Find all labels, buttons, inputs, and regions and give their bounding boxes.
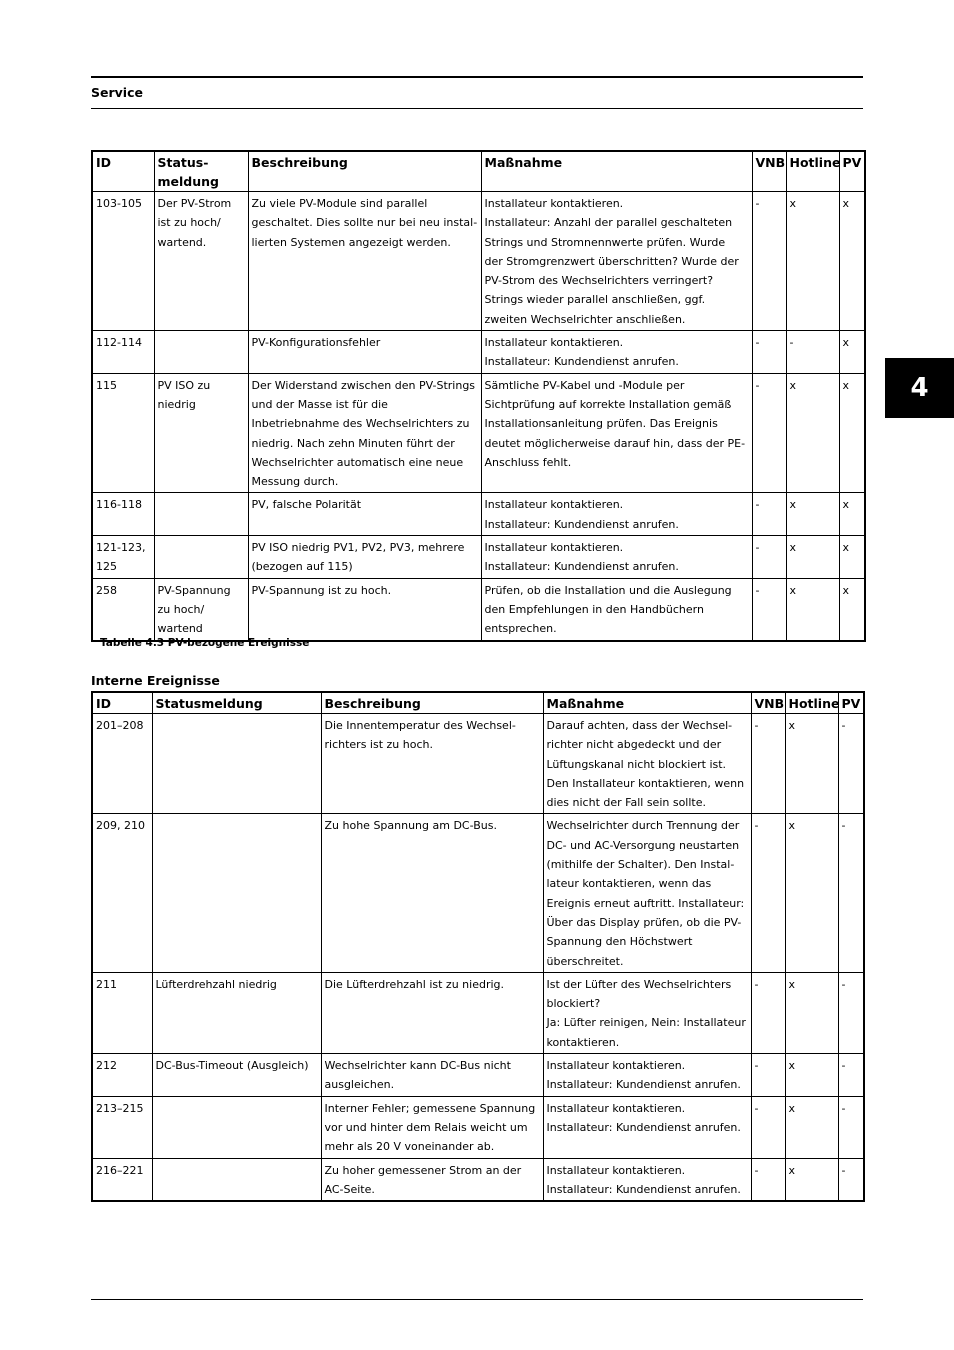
internal-events-table	[91, 691, 865, 1202]
cell-massnahme	[481, 373, 752, 493]
cell-status-line: wartend.	[157, 235, 207, 249]
cell-massnahme	[481, 192, 752, 331]
table-row	[92, 578, 865, 640]
cell-pv: x	[839, 192, 865, 331]
column-header-massnahme: Maßnahme	[481, 151, 752, 192]
cell-massnahme-line: der Stromgrenzwert überschritten? Wurde der	[484, 254, 739, 268]
table-row	[92, 1054, 864, 1097]
cell-massnahme-line: Über das Display prüfen, ob die PV-	[546, 915, 742, 929]
cell-massnahme-line: Installateur kontaktieren.	[546, 1163, 686, 1177]
cell-massnahme	[543, 1158, 751, 1201]
cell-id-text: 103-105	[96, 197, 142, 210]
cell-vnb: -	[751, 972, 785, 1053]
cell-status	[154, 331, 248, 374]
cell-beschreibung-line: Wechselrichter automatisch eine neue	[251, 455, 464, 469]
pv-events-table-body	[92, 192, 865, 641]
cell-beschreibung-line: Der Widerstand zwischen den PV-Strings	[251, 378, 476, 392]
cell-hotline: x	[785, 1096, 838, 1158]
cell-massnahme-line: Sichtprüfung auf korrekte Installation gemäß	[484, 397, 732, 411]
table-caption: Tabelle 4.3 PV-bezogene Ereignisse	[100, 637, 310, 649]
cell-beschreibung-line: ausgleichen.	[324, 1078, 395, 1092]
cell-beschreibung-line: und der Masse ist für die	[251, 397, 388, 411]
cell-vnb: -	[751, 714, 785, 814]
cell-beschreibung-line: Interner Fehler; gemessene Spannung	[324, 1101, 536, 1115]
footer-rule	[91, 1299, 863, 1300]
cell-status-line: ist zu hoch/	[157, 216, 221, 230]
column-header-status-line1: Status-	[157, 155, 209, 170]
cell-beschreibung	[321, 814, 543, 972]
cell-beschreibung-line: Zu hoher gemessener Strom an der	[324, 1163, 522, 1177]
cell-massnahme-line: Installateur: Kundendienst anrufen.	[484, 355, 679, 369]
cell-pv: -	[838, 1054, 864, 1097]
cell-status-line: DC-Bus-Timeout (Ausgleich)	[155, 1059, 309, 1073]
cell-beschreibung-line: (bezogen auf 115)	[251, 560, 353, 574]
cell-beschreibung-line: mehr als 20 V voneinander ab.	[324, 1140, 495, 1154]
cell-id-text: 211	[96, 977, 117, 991]
cell-status-line: Der PV-Strom	[157, 197, 232, 210]
cell-beschreibung	[248, 192, 481, 331]
cell-massnahme-line: richter nicht abgedeckt und der	[546, 738, 722, 752]
cell-status-line: zu hoch/	[157, 602, 205, 616]
cell-beschreibung-line: richters ist zu hoch.	[324, 738, 433, 752]
cell-beschreibung	[321, 1054, 543, 1097]
column-header-status: Statusmeldung	[152, 692, 321, 714]
cell-id-text: 213–215	[96, 1101, 144, 1115]
cell-status	[152, 714, 321, 814]
header-rule-bottom	[91, 108, 863, 109]
cell-hotline: x	[786, 536, 839, 579]
cell-hotline: x	[785, 972, 838, 1053]
cell-massnahme	[481, 536, 752, 579]
cell-id	[92, 814, 152, 972]
cell-pv: -	[838, 1158, 864, 1201]
cell-status-line: Lüfterdrehzahl niedrig	[155, 977, 277, 991]
cell-vnb: -	[751, 1054, 785, 1097]
column-header-vnb: VNB	[752, 151, 786, 192]
cell-vnb: -	[752, 578, 786, 640]
cell-beschreibung-line: PV ISO niedrig PV1, PV2, PV3, mehrere	[251, 541, 465, 555]
cell-beschreibung	[321, 714, 543, 814]
cell-beschreibung	[248, 373, 481, 493]
cell-massnahme-line: Installateur kontaktieren.	[546, 1101, 686, 1115]
cell-massnahme-line: Installateur kontaktieren.	[484, 197, 624, 210]
cell-hotline: x	[785, 714, 838, 814]
cell-hotline: x	[785, 1054, 838, 1097]
cell-massnahme-line: Installateur kontaktieren.	[484, 541, 624, 555]
cell-massnahme-line: dies nicht der Fall sein sollte.	[546, 796, 706, 810]
cell-id-text: 121-123, 125	[96, 541, 146, 574]
table-header-row	[92, 151, 865, 192]
column-header-beschreibung: Beschreibung	[321, 692, 543, 714]
cell-massnahme-line: Installateur kontaktieren.	[484, 336, 624, 350]
cell-massnahme-line: Installateur: Kundendienst anrufen.	[546, 1182, 741, 1196]
cell-massnahme-line: Installateur: Kundendienst anrufen.	[546, 1120, 741, 1134]
cell-massnahme-line: entsprechen.	[484, 622, 557, 636]
cell-status	[154, 373, 248, 493]
cell-pv: -	[838, 972, 864, 1053]
cell-vnb: -	[752, 536, 786, 579]
cell-status	[152, 1158, 321, 1201]
cell-beschreibung-line: vor und hinter dem Relais weicht um	[324, 1120, 528, 1134]
cell-massnahme-line: Ereignis erneut auftritt. Installateur:	[546, 896, 745, 910]
cell-id	[92, 373, 154, 493]
cell-vnb: -	[752, 493, 786, 536]
cell-status	[154, 493, 248, 536]
cell-massnahme-line: Strings und Stromnennwerte prüfen. Wurde	[484, 235, 726, 249]
cell-beschreibung-line: Messung durch.	[251, 475, 339, 489]
cell-beschreibung	[248, 493, 481, 536]
cell-id-text: 201–208	[96, 719, 144, 732]
cell-beschreibung-line: PV-Spannung ist zu hoch.	[251, 583, 392, 597]
cell-status	[154, 192, 248, 331]
column-header-id: ID	[92, 151, 154, 192]
cell-massnahme-line: Sämtliche PV-Kabel und -Module per	[484, 378, 685, 392]
cell-massnahme-line: Installateur kontaktieren.	[484, 498, 624, 512]
cell-id	[92, 714, 152, 814]
cell-id	[92, 192, 154, 331]
cell-pv: -	[838, 1096, 864, 1158]
cell-massnahme-line: überschreitet.	[546, 954, 624, 968]
cell-beschreibung-line: PV, falsche Polarität	[251, 498, 362, 512]
column-header-pv: PV	[839, 151, 865, 192]
cell-massnahme	[543, 814, 751, 972]
cell-massnahme-line: Installateur: Anzahl der parallel geschalteten	[484, 216, 733, 230]
cell-hotline: x	[785, 814, 838, 972]
table-row	[92, 1158, 864, 1201]
cell-massnahme-line: Installateur: Kundendienst anrufen.	[484, 560, 679, 574]
cell-massnahme-line: deutet möglicherweise darauf hin, dass der PE-	[484, 436, 746, 450]
table-header-row	[92, 692, 864, 714]
column-header-status	[154, 151, 248, 192]
cell-id-text: 116-118	[96, 498, 142, 512]
cell-status-line: wartend	[157, 622, 203, 636]
cell-massnahme	[481, 578, 752, 640]
cell-massnahme-line: Ja: Lüfter reinigen, Nein: Installateur	[546, 1016, 746, 1030]
cell-id	[92, 331, 154, 374]
table-row	[92, 814, 864, 972]
cell-id-text: 209, 210	[96, 819, 145, 833]
table-row	[92, 331, 865, 374]
cell-massnahme-line: Installateur: Kundendienst anrufen.	[546, 1078, 741, 1092]
cell-status-line: PV ISO zu	[157, 378, 211, 392]
cell-status	[152, 1096, 321, 1158]
cell-id-text: 258	[96, 583, 117, 597]
cell-beschreibung-line: Wechselrichter kann DC-Bus nicht	[324, 1059, 511, 1073]
cell-hotline: x	[786, 578, 839, 640]
cell-massnahme-line: Installateur kontaktieren.	[546, 1059, 686, 1073]
header-rule-top	[91, 76, 863, 78]
column-header-beschreibung: Beschreibung	[248, 151, 481, 192]
cell-massnahme-line: Anschluss fehlt.	[484, 455, 572, 469]
cell-pv: -	[838, 714, 864, 814]
cell-beschreibung	[321, 972, 543, 1053]
cell-massnahme-line: kontaktieren.	[546, 1035, 620, 1049]
cell-massnahme	[481, 331, 752, 374]
cell-beschreibung	[321, 1096, 543, 1158]
cell-vnb: -	[752, 331, 786, 374]
cell-vnb: -	[752, 373, 786, 493]
table-row	[92, 493, 865, 536]
cell-beschreibung-line: niedrig. Nach zehn Minuten führt der	[251, 436, 455, 450]
cell-status	[154, 578, 248, 640]
cell-beschreibung-line: Zu hohe Spannung am DC-Bus.	[324, 819, 497, 833]
cell-massnahme	[543, 1054, 751, 1097]
cell-massnahme-line: Strings wieder parallel anschließen, ggf.	[484, 293, 706, 307]
column-header-id: ID	[92, 692, 152, 714]
cell-massnahme-line: DC- und AC-Versorgung neustarten	[546, 838, 740, 852]
cell-beschreibung-line: Die Innentemperatur des Wechsel-	[324, 719, 516, 732]
cell-id-text: 112-114	[96, 336, 142, 350]
cell-beschreibung-line: lierten Systemen angezeigt werden.	[251, 235, 451, 249]
chapter-tab: 4	[885, 358, 954, 418]
cell-id	[92, 1054, 152, 1097]
cell-id-text: 212	[96, 1059, 117, 1073]
column-header-hotline: Hotline	[786, 151, 839, 192]
cell-pv: x	[839, 578, 865, 640]
column-header-status-line2: meldung	[157, 174, 219, 189]
cell-beschreibung	[321, 1158, 543, 1201]
cell-massnahme-line: lateur kontaktieren, wenn das	[546, 877, 712, 891]
cell-status-line: PV-Spannung	[157, 583, 231, 597]
column-header-hotline: Hotline	[785, 692, 838, 714]
cell-vnb: -	[751, 1096, 785, 1158]
cell-status	[152, 814, 321, 972]
cell-massnahme-line: PV-Strom des Wechselrichters verringert?	[484, 274, 714, 288]
cell-hotline: x	[785, 1158, 838, 1201]
cell-massnahme	[543, 714, 751, 814]
cell-massnahme-line: Installateur: Kundendienst anrufen.	[484, 517, 679, 531]
cell-beschreibung-line: geschaltet. Dies sollte nur bei neu instal-	[251, 216, 478, 230]
column-header-massnahme: Maßnahme	[543, 692, 751, 714]
cell-id	[92, 1158, 152, 1201]
column-header-vnb: VNB	[751, 692, 785, 714]
cell-pv: x	[839, 331, 865, 374]
cell-massnahme-line: Den Installateur kontaktieren, wenn	[546, 776, 745, 790]
table-row	[92, 1096, 864, 1158]
cell-massnahme-line: (mithilfe der Schalter). Den Instal-	[546, 858, 735, 872]
table-row	[92, 192, 865, 331]
cell-massnahme-line: Installationsanleitung prüfen. Das Ereignis	[484, 417, 718, 431]
cell-pv: -	[838, 814, 864, 972]
internal-events-table-body	[92, 714, 864, 1202]
cell-id	[92, 972, 152, 1053]
cell-beschreibung-line: PV-Konfigurationsfehler	[251, 336, 381, 350]
cell-massnahme-line: Ist der Lüfter des Wechselrichters	[546, 977, 732, 991]
cell-id	[92, 578, 154, 640]
cell-beschreibung-line: Die Lüfterdrehzahl ist zu niedrig.	[324, 977, 505, 991]
cell-massnahme-line: den Empfehlungen in den Handbüchern	[484, 602, 704, 616]
cell-beschreibung	[248, 331, 481, 374]
cell-id	[92, 493, 154, 536]
cell-vnb: -	[751, 1158, 785, 1201]
cell-id	[92, 536, 154, 579]
cell-vnb: -	[752, 192, 786, 331]
cell-massnahme-line: Wechselrichter durch Trennung der	[546, 819, 740, 833]
cell-vnb: -	[751, 814, 785, 972]
cell-massnahme	[543, 1096, 751, 1158]
cell-beschreibung	[248, 536, 481, 579]
cell-id-text: 216–221	[96, 1163, 144, 1177]
table-row	[92, 972, 864, 1053]
cell-massnahme-line: Lüftungskanal nicht blockiert ist.	[546, 757, 727, 771]
column-header-pv: PV	[838, 692, 864, 714]
cell-massnahme	[543, 972, 751, 1053]
cell-pv: x	[839, 536, 865, 579]
cell-status	[154, 536, 248, 579]
cell-pv: x	[839, 373, 865, 493]
cell-beschreibung-line: Zu viele PV-Module sind parallel	[251, 197, 428, 210]
cell-massnahme-line: blockiert?	[546, 997, 601, 1011]
table-row	[92, 714, 864, 814]
cell-status	[152, 972, 321, 1053]
cell-massnahme-line: zweiten Wechselrichter anschließen.	[484, 312, 686, 326]
cell-status-line: niedrig	[157, 397, 196, 411]
page-header-title: Service	[91, 85, 143, 100]
cell-pv: x	[839, 493, 865, 536]
cell-massnahme	[481, 493, 752, 536]
cell-hotline: x	[786, 373, 839, 493]
cell-beschreibung-line: Inbetriebnahme des Wechselrichters zu	[251, 417, 470, 431]
pv-events-table	[91, 150, 866, 642]
table-row	[92, 373, 865, 493]
cell-massnahme-line: Prüfen, ob die Installation und die Auslegung	[484, 583, 732, 597]
cell-id-text: 115	[96, 378, 117, 392]
section-title-internal-events: Interne Ereignisse	[91, 673, 220, 688]
cell-hotline: x	[786, 192, 839, 331]
cell-id	[92, 1096, 152, 1158]
cell-hotline: x	[786, 493, 839, 536]
cell-beschreibung	[248, 578, 481, 640]
cell-beschreibung-line: AC-Seite.	[324, 1182, 375, 1196]
table-row	[92, 536, 865, 579]
cell-massnahme-line: Darauf achten, dass der Wechsel-	[546, 719, 733, 732]
cell-status	[152, 1054, 321, 1097]
cell-hotline: -	[786, 331, 839, 374]
cell-massnahme-line: Spannung den Höchstwert	[546, 935, 693, 949]
